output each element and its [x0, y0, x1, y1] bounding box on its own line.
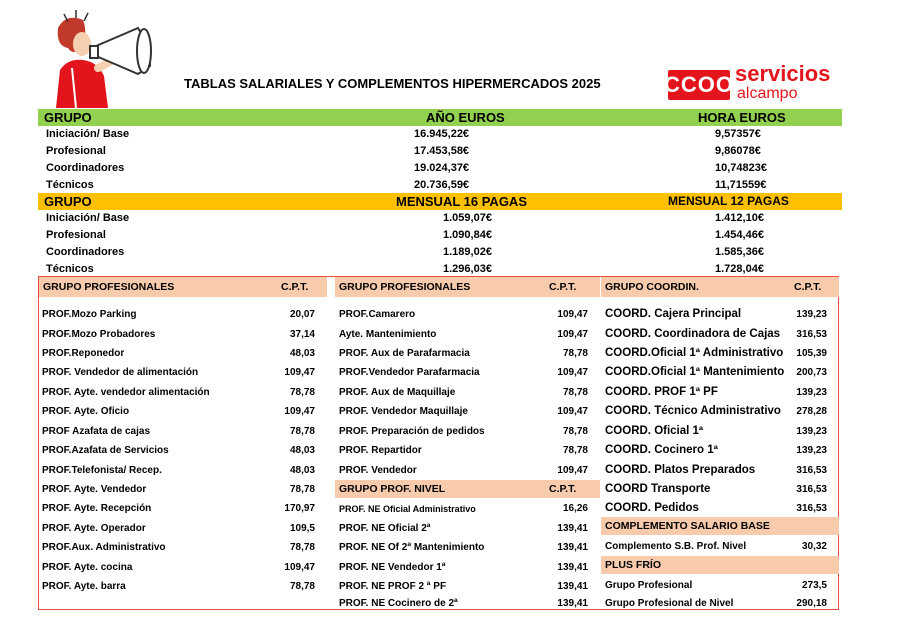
col3-item-value: 316,53 [796, 484, 827, 495]
col2-item-name: PROF.Vendedor Parafarmacia [339, 367, 480, 378]
col1-item-value: 78,78 [289, 426, 315, 437]
col2-nivel-item-value: 139,41 [557, 562, 588, 573]
table2-row [38, 211, 842, 227]
col1-item-name: PROF.Mozo Parking [42, 309, 137, 320]
col3-frio-item-value: 290,18 [796, 598, 827, 609]
col3-item-name: COORD. Platos Preparados [605, 464, 756, 476]
col3-item-value: 278,28 [796, 406, 827, 417]
col2-item-value: 78,78 [562, 445, 588, 456]
col2-nivel-item-name: PROF. NE Oficial Administrativo [339, 504, 476, 514]
col2-nivel-item-value: 139,41 [557, 598, 588, 609]
col1-item-value: 48,03 [289, 465, 315, 476]
cpt-grid [38, 276, 839, 610]
col3-item-value: 139,23 [796, 387, 827, 398]
table1-header-anio: AÑO EUROS [426, 110, 505, 125]
servicios-logo-text: servicios [735, 61, 831, 86]
table2-row [38, 245, 842, 261]
col1-header-label: GRUPO PROFESIONALES [43, 281, 175, 293]
table1-header-hora: HORA EUROS [698, 110, 786, 125]
table1-row [38, 127, 842, 143]
col2-nivel-item-value: 139,41 [557, 542, 588, 553]
col3-header-cpt: C.P.T. [794, 281, 822, 293]
col1-item-name: PROF. Ayte. Recepción [42, 503, 152, 514]
col2-nivel-item-name: PROF. NE PROF 2 ª PF [339, 581, 447, 592]
col2-item-name: PROF. Vendedor Maquillaje [339, 406, 468, 417]
grupo-cell: Profesional [46, 229, 106, 241]
col3-item-name: COORD. Cocinero 1ª [605, 444, 718, 456]
table2-header [38, 193, 842, 210]
m12-cell: 1.412,10€ [715, 212, 764, 224]
col2-item-value: 78,78 [562, 426, 588, 437]
col1-item-value: 109,47 [284, 562, 315, 573]
col2-nivel-item-value: 16,26 [562, 503, 588, 514]
col3-item-value: 316,53 [796, 465, 827, 476]
col3-header [601, 277, 839, 297]
ccoo-logo: CCOO [668, 70, 730, 100]
table2-header-m12: MENSUAL 12 PAGAS [668, 194, 789, 208]
col1-item-name: PROF.Aux. Administrativo [42, 542, 166, 553]
anio-cell: 17.453,58€ [414, 145, 470, 157]
col3-item-name: COORD. Pedidos [605, 502, 699, 514]
col1-item-value: 37,14 [289, 329, 315, 340]
m16-cell: 1.059,07€ [443, 212, 492, 224]
m16-cell: 1.090,84€ [443, 229, 492, 241]
col3-frio-item-value: 273,5 [801, 580, 827, 591]
grupo-cell: Profesional [46, 145, 106, 157]
col3-item-value: 105,39 [796, 348, 827, 359]
col2-nivel-header-label: GRUPO PROF. NIVEL [339, 483, 446, 495]
col1-item-name: PROF. Ayte. barra [42, 581, 126, 592]
col3-header-label: GRUPO COORDIN. [605, 281, 699, 293]
col3-item-name: COORD. Oficial 1ª [605, 425, 704, 437]
col2-nivel-item-name: PROF. NE Vendedor 1ª [339, 562, 446, 573]
col1-header [39, 277, 327, 297]
col2-header [335, 277, 600, 297]
col3-frio-item-name: Grupo Profesional [605, 580, 693, 591]
hora-cell: 9,86078€ [715, 145, 761, 157]
col1-item-name: PROF.Azafata de Servicios [42, 445, 169, 456]
col3-item-name: COORD Transporte [605, 483, 711, 495]
m12-cell: 1.454,46€ [715, 229, 764, 241]
col3-item-name: COORD.Oficial 1ª Administrativo [605, 347, 784, 359]
col1-item-name: PROF. Ayte. cocina [42, 562, 133, 573]
col1-item-value: 78,78 [289, 387, 315, 398]
hora-cell: 10,74823€ [715, 162, 767, 174]
col2-item-value: 78,78 [562, 348, 588, 359]
col2-nivel-item-name: PROF. NE Oficial 2ª [339, 523, 431, 534]
col2-item-name: PROF. Vendedor [339, 465, 417, 476]
hora-cell: 9,57357€ [715, 128, 761, 140]
col3-item-value: 316,53 [796, 503, 827, 514]
col3-item-name: COORD. Técnico Administrativo [605, 405, 781, 417]
col1-item-value: 109,47 [284, 367, 315, 378]
col2-header-cpt: C.P.T. [549, 281, 577, 293]
col2-item-name: PROF. Aux de Maquillaje [339, 387, 456, 398]
megaphone-woman-logo [38, 8, 158, 108]
anio-cell: 19.024,37€ [414, 162, 470, 174]
grupo-cell: Iniciación/ Base [46, 212, 130, 224]
col1-item-name: PROF.Reponedor [42, 348, 125, 359]
grupo-cell: Iniciación/ Base [46, 128, 130, 140]
col1-item-value: 20,07 [289, 309, 315, 320]
col2-item-name: PROF. Aux de Parafarmacia [339, 348, 470, 359]
col2-item-name: PROF.Camarero [339, 309, 416, 320]
grupo-cell: Coordinadores [46, 162, 125, 174]
page-title: TABLAS SALARIALES Y COMPLEMENTOS HIPERMERCADOS 2025 [184, 76, 601, 91]
col3-item-name: COORD. PROF 1ª PF [605, 386, 718, 398]
grupo-cell: Técnicos [46, 263, 94, 275]
anio-cell: 20.736,59€ [414, 179, 470, 191]
col3-csb-item-name: Complemento S.B. Prof. Nivel [605, 541, 747, 552]
col2-nivel-item-value: 139,41 [557, 523, 588, 534]
col1-header-cpt: C.P.T. [281, 281, 309, 293]
col1-item-value: 170,97 [284, 503, 315, 514]
col2-item-name: Ayte. Mantenimiento [339, 329, 437, 340]
m16-cell: 1.296,03€ [443, 263, 492, 275]
col1-item-name: PROF. Ayte. Operador [42, 523, 146, 534]
col3-item-value: 316,53 [796, 329, 827, 340]
col3-item-name: COORD. Cajera Principal [605, 308, 742, 320]
col2-nivel-item-value: 139,41 [557, 581, 588, 592]
m16-cell: 1.189,02€ [443, 246, 492, 258]
col3-frio-header [601, 556, 839, 574]
grupo-cell: Técnicos [46, 179, 94, 191]
table1-row [38, 144, 842, 160]
col1-item-value: 78,78 [289, 542, 315, 553]
col1-item-value: 109,5 [289, 523, 315, 534]
col1-item-name: PROF. Vendedor de alimentación [42, 367, 199, 378]
col1-item-value: 109,47 [284, 406, 315, 417]
col3-item-value: 139,23 [796, 445, 827, 456]
col2-item-value: 109,47 [557, 309, 588, 320]
col3-item-value: 139,23 [796, 309, 827, 320]
table1-row [38, 161, 842, 177]
col3-item-value: 139,23 [796, 426, 827, 437]
table2-header-m16: MENSUAL 16 PAGAS [396, 194, 527, 209]
grupo-cell: Coordinadores [46, 246, 125, 258]
col3-item-value: 200,73 [796, 367, 827, 378]
table1-row [38, 178, 842, 194]
col2-item-value: 109,47 [557, 406, 588, 417]
table2-header-grupo: GRUPO [44, 194, 92, 209]
col1-item-value: 48,03 [289, 445, 315, 456]
col2-item-name: PROF. Preparación de pedidos [339, 426, 485, 437]
col1-item-name: PROF. Ayte. Vendedor [42, 484, 147, 495]
col1-item-name: PROF.Mozo Probadores [42, 329, 156, 340]
col1-item-name: PROF.Telefonista/ Recep. [42, 465, 162, 476]
col1-item-value: 78,78 [289, 484, 315, 495]
anio-cell: 16.945,22€ [414, 128, 470, 140]
table1-header-grupo: GRUPO [44, 110, 92, 125]
col2-item-name: PROF. Repartidor [339, 445, 422, 456]
col1-item-name: PROF. Ayte. Oficio [42, 406, 130, 417]
m12-cell: 1.585,36€ [715, 246, 764, 258]
col1-item-value: 78,78 [289, 581, 315, 592]
m12-cell: 1.728,04€ [715, 263, 764, 275]
col2-header-label: GRUPO PROFESIONALES [339, 281, 471, 293]
alcampo-logo-text: alcampo [737, 85, 798, 102]
col2-item-value: 109,47 [557, 465, 588, 476]
col3-csb-item-value: 30,32 [801, 541, 827, 552]
col2-nivel-header-cpt: C.P.T. [549, 483, 577, 495]
table1-header [38, 109, 842, 126]
col2-nivel-item-name: PROF. NE Cocinero de 2ª [339, 598, 458, 609]
hora-cell: 11,71559€ [715, 179, 767, 191]
col1-item-name: PROF. Ayte. vendedor alimentación [42, 387, 210, 398]
col3-csb-header [601, 517, 839, 535]
col1-item-value: 48,03 [289, 348, 315, 359]
col3-csb-header-label: COMPLEMENTO SALARIO BASE [605, 520, 770, 532]
col2-nivel-item-name: PROF. NE Of 2ª Mantenimiento [339, 542, 485, 553]
col3-item-name: COORD.Oficial 1ª Mantenimiento [605, 366, 785, 378]
col3-frio-header-label: PLUS FRÍO [605, 559, 662, 571]
col2-item-value: 78,78 [562, 387, 588, 398]
col2-nivel-header [335, 480, 600, 498]
col2-item-value: 109,47 [557, 367, 588, 378]
table2-row [38, 228, 842, 244]
col1-item-name: PROF Azafata de cajas [42, 426, 151, 437]
col2-item-value: 109,47 [557, 329, 588, 340]
col3-frio-item-name: Grupo Profesional de Nivel [605, 598, 734, 609]
col3-item-name: COORD. Coordinadora de Cajas [605, 328, 781, 340]
